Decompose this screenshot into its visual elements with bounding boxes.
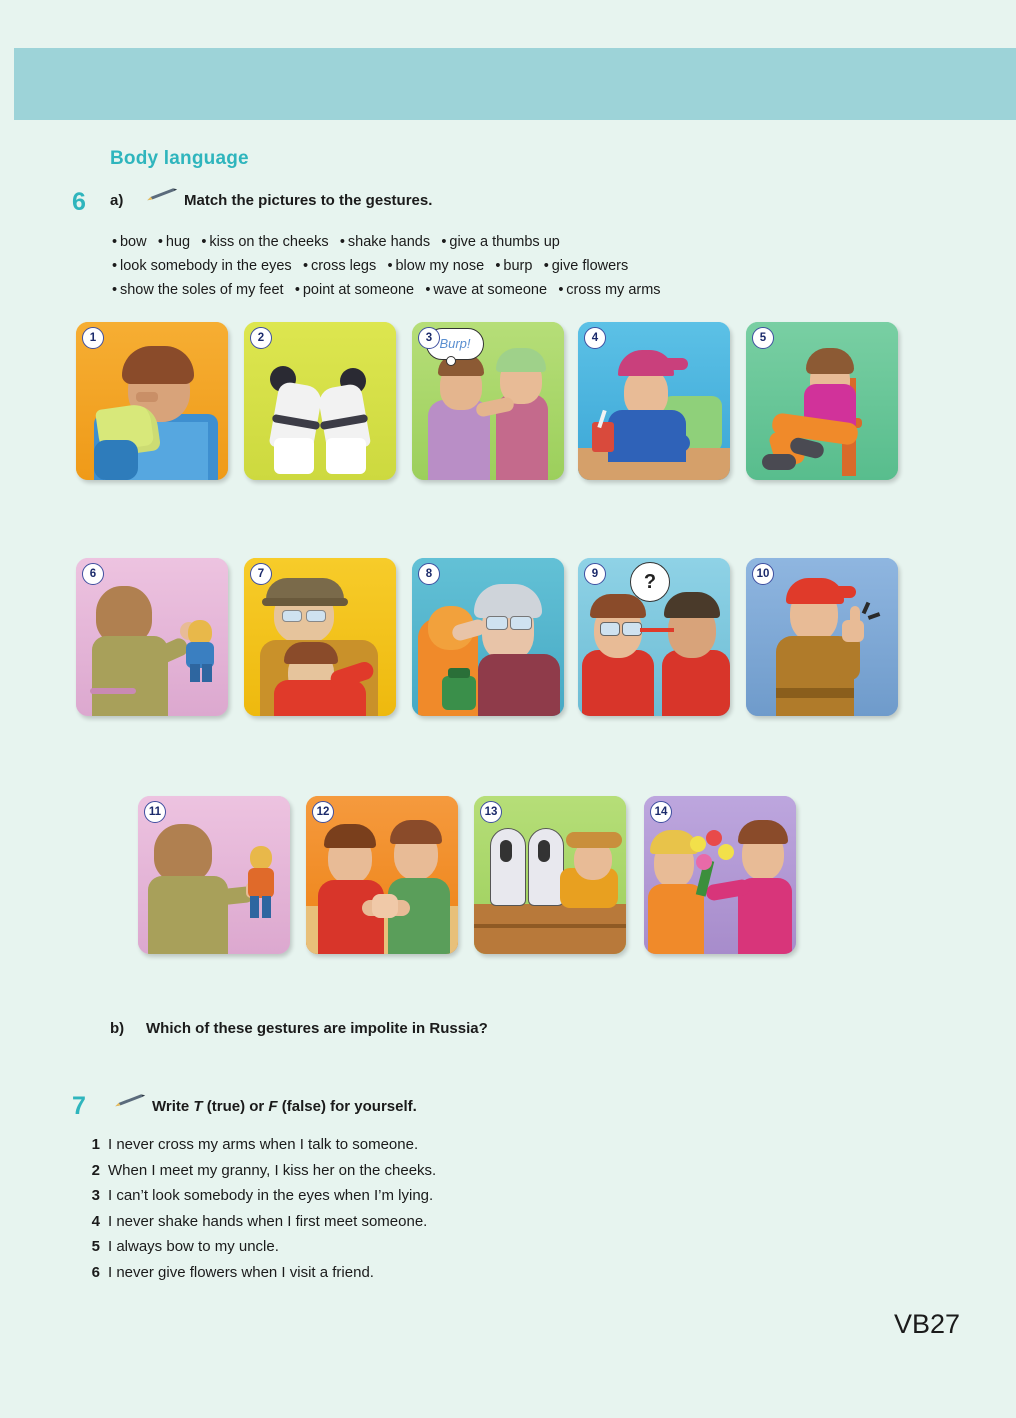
- picture-card-7[interactable]: [244, 558, 396, 716]
- page-number: VB27: [893, 1309, 960, 1339]
- item-text: I always bow to my uncle.: [108, 1238, 279, 1255]
- list-item[interactable]: [78, 1234, 436, 1260]
- instruction-text: (true) or: [202, 1098, 269, 1115]
- gesture-word: give a thumbs up: [449, 234, 560, 250]
- exercise-6-part-b-instruction: Which of these gestures are impolite in Russia?: [146, 1020, 488, 1037]
- picture-number: 10: [752, 563, 774, 585]
- item-number: 2: [91, 1161, 100, 1179]
- picture-number: 1: [82, 327, 104, 349]
- gesture-word: point at someone: [302, 282, 419, 298]
- gesture-word: blow my nose: [395, 258, 489, 274]
- picture-card-14[interactable]: [644, 796, 796, 954]
- item-text: I never shake hands when I first meet someone.: [108, 1212, 428, 1230]
- picture-number: 7: [250, 563, 272, 585]
- word-bullet: •: [488, 258, 504, 274]
- exercise-6-part-b-label: b): [110, 1020, 125, 1037]
- exercise-7-instruction: [152, 1098, 417, 1115]
- instruction-text: Write: [152, 1098, 194, 1115]
- item-text: I never give flowers when I visit a friend.: [108, 1263, 374, 1281]
- word-bullet: •: [295, 258, 311, 274]
- item-text: I can’t look somebody in the eyes when I’m lying.: [108, 1187, 434, 1204]
- picture-number: 12: [312, 801, 334, 823]
- gesture-word: hug: [165, 234, 195, 250]
- exercise-6-instruction: Match the pictures to the gestures.: [184, 192, 433, 209]
- picture-card-8[interactable]: [412, 558, 564, 716]
- item-number: 3: [91, 1187, 100, 1204]
- picture-number: 11: [144, 801, 166, 823]
- gesture-word: cross my arms: [566, 282, 661, 298]
- picture-number: 8: [418, 563, 440, 585]
- speech-bubble-burp: Burp!: [426, 328, 484, 360]
- word-bullet: •: [112, 282, 120, 298]
- list-item[interactable]: [78, 1132, 436, 1158]
- picture-card-10[interactable]: [746, 558, 898, 716]
- picture-number: 4: [584, 327, 606, 349]
- word-bullet: •: [112, 258, 120, 274]
- list-item[interactable]: [78, 1158, 436, 1184]
- gesture-word-list: [112, 230, 912, 302]
- picture-card-11[interactable]: [138, 796, 290, 954]
- picture-number: 9: [584, 563, 606, 585]
- gesture-word: give flowers: [551, 258, 629, 274]
- word-bullet: •: [418, 282, 434, 298]
- word-bullet: •: [536, 258, 552, 274]
- exercise-6-part-a-label: a): [110, 192, 124, 209]
- picture-number: 3: [418, 327, 440, 349]
- exercise-7-number: 7: [72, 1092, 86, 1120]
- gesture-word: kiss on the cheeks: [209, 234, 333, 250]
- word-row-3: [112, 278, 912, 302]
- list-item[interactable]: [78, 1183, 436, 1209]
- item-text: When I meet my granny, I kiss her on the cheeks.: [108, 1161, 437, 1179]
- gesture-word: cross legs: [310, 258, 381, 274]
- word-bullet: •: [332, 234, 348, 250]
- picture-card-12[interactable]: [306, 796, 458, 954]
- word-bullet: •: [150, 234, 166, 250]
- gesture-word: burp: [503, 258, 537, 274]
- picture-number: 13: [480, 801, 502, 823]
- false-letter: F: [268, 1098, 278, 1115]
- word-bullet: •: [194, 234, 210, 250]
- word-bullet: •: [287, 282, 303, 298]
- gesture-word: show the soles of my feet: [119, 282, 288, 298]
- picture-number: 6: [82, 563, 104, 585]
- word-bullet: •: [380, 258, 396, 274]
- pencil-icon: [144, 188, 178, 204]
- list-item[interactable]: [78, 1209, 436, 1235]
- pencil-icon: [112, 1094, 146, 1110]
- picture-card-13[interactable]: [474, 796, 626, 954]
- true-letter: T: [193, 1098, 203, 1115]
- gesture-word: look somebody in the eyes: [119, 258, 296, 274]
- speech-bubble-question: ?: [630, 562, 670, 602]
- picture-card-5[interactable]: [746, 322, 898, 480]
- picture-card-9[interactable]: [578, 558, 730, 716]
- true-false-list: [78, 1132, 436, 1285]
- item-number: 4: [91, 1212, 100, 1230]
- picture-card-2[interactable]: [244, 322, 396, 480]
- word-row-1: [112, 230, 912, 254]
- gesture-word: shake hands: [347, 234, 435, 250]
- picture-number: 5: [752, 327, 774, 349]
- page-title: Body language: [110, 148, 249, 169]
- word-bullet: •: [551, 282, 567, 298]
- item-number: 6: [91, 1263, 100, 1281]
- picture-card-6[interactable]: [76, 558, 228, 716]
- picture-card-4[interactable]: [578, 322, 730, 480]
- word-bullet: •: [434, 234, 450, 250]
- gesture-word: wave at someone: [433, 282, 552, 298]
- gesture-word: bow: [119, 234, 151, 250]
- word-bullet: •: [112, 234, 120, 250]
- exercise-6-number: 6: [72, 188, 86, 216]
- picture-number: 2: [250, 327, 272, 349]
- item-number: 1: [91, 1136, 100, 1153]
- picture-card-1[interactable]: [76, 322, 228, 480]
- word-row-2: [112, 254, 912, 278]
- item-text: I never cross my arms when I talk to someone.: [108, 1136, 419, 1153]
- list-item[interactable]: [78, 1260, 436, 1286]
- picture-number: 14: [650, 801, 672, 823]
- instruction-text: (false) for yourself.: [277, 1098, 417, 1115]
- picture-card-3[interactable]: [412, 322, 564, 480]
- item-number: 5: [91, 1238, 100, 1255]
